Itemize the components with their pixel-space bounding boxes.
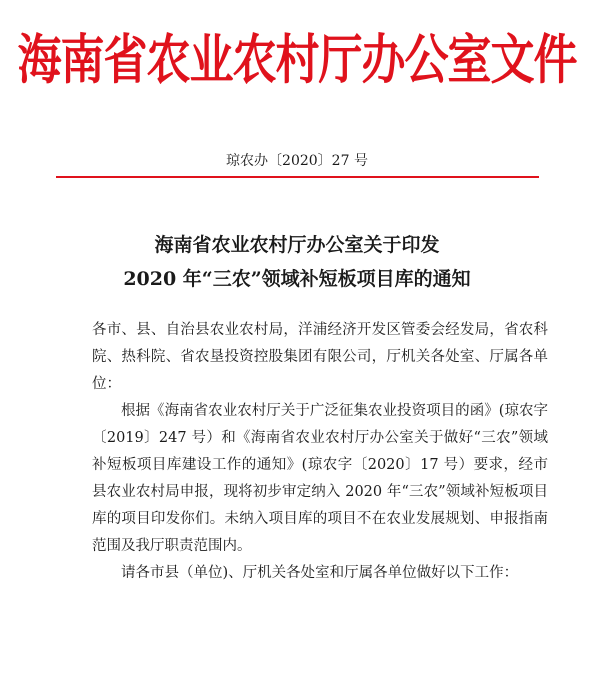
salutation: 各市、县、自治县农业农村局，洋浦经济开发区管委会经发局，省农科院、热科院、省农垦投资控股集团有限公司，厅机关各处室、厅属各单位： [92,322,548,392]
document-body [92,317,548,587]
document-number: 琼农办〔2020〕27 号 [226,153,368,169]
body-paragraph-1: 根据《海南省农业农村厅关于广泛征集农业投资项目的函》(琼农字〔2019〕247 号）和《海南省农业农村厅办公室关于做好“三农”领域补短板项目库建设工作的通知》(琼农字〔2020〕17 号）要求，经市县农业农村局申报，现将初步审定纳入 2020 年“三农”领域补短板项目库的项目印发你们。未纳入项目库的项目不在农业发展规划、申报指南范围及我厅职责范围内。 [92,403,548,554]
notice-title-line-2: 2020 年“三农”领域补短板项目库的通知 [123,268,471,290]
body-paragraph-2: 请各市县（单位)、厅机关各处室和厅属各单位做好以下工作： [121,565,519,581]
document-header-title: 海南省农业农村厅办公室文件 [17,28,577,92]
red-divider-rule [56,176,539,178]
notice-title [0,228,594,296]
notice-title-line-1: 海南省农业农村厅办公室关于印发 [154,234,440,256]
